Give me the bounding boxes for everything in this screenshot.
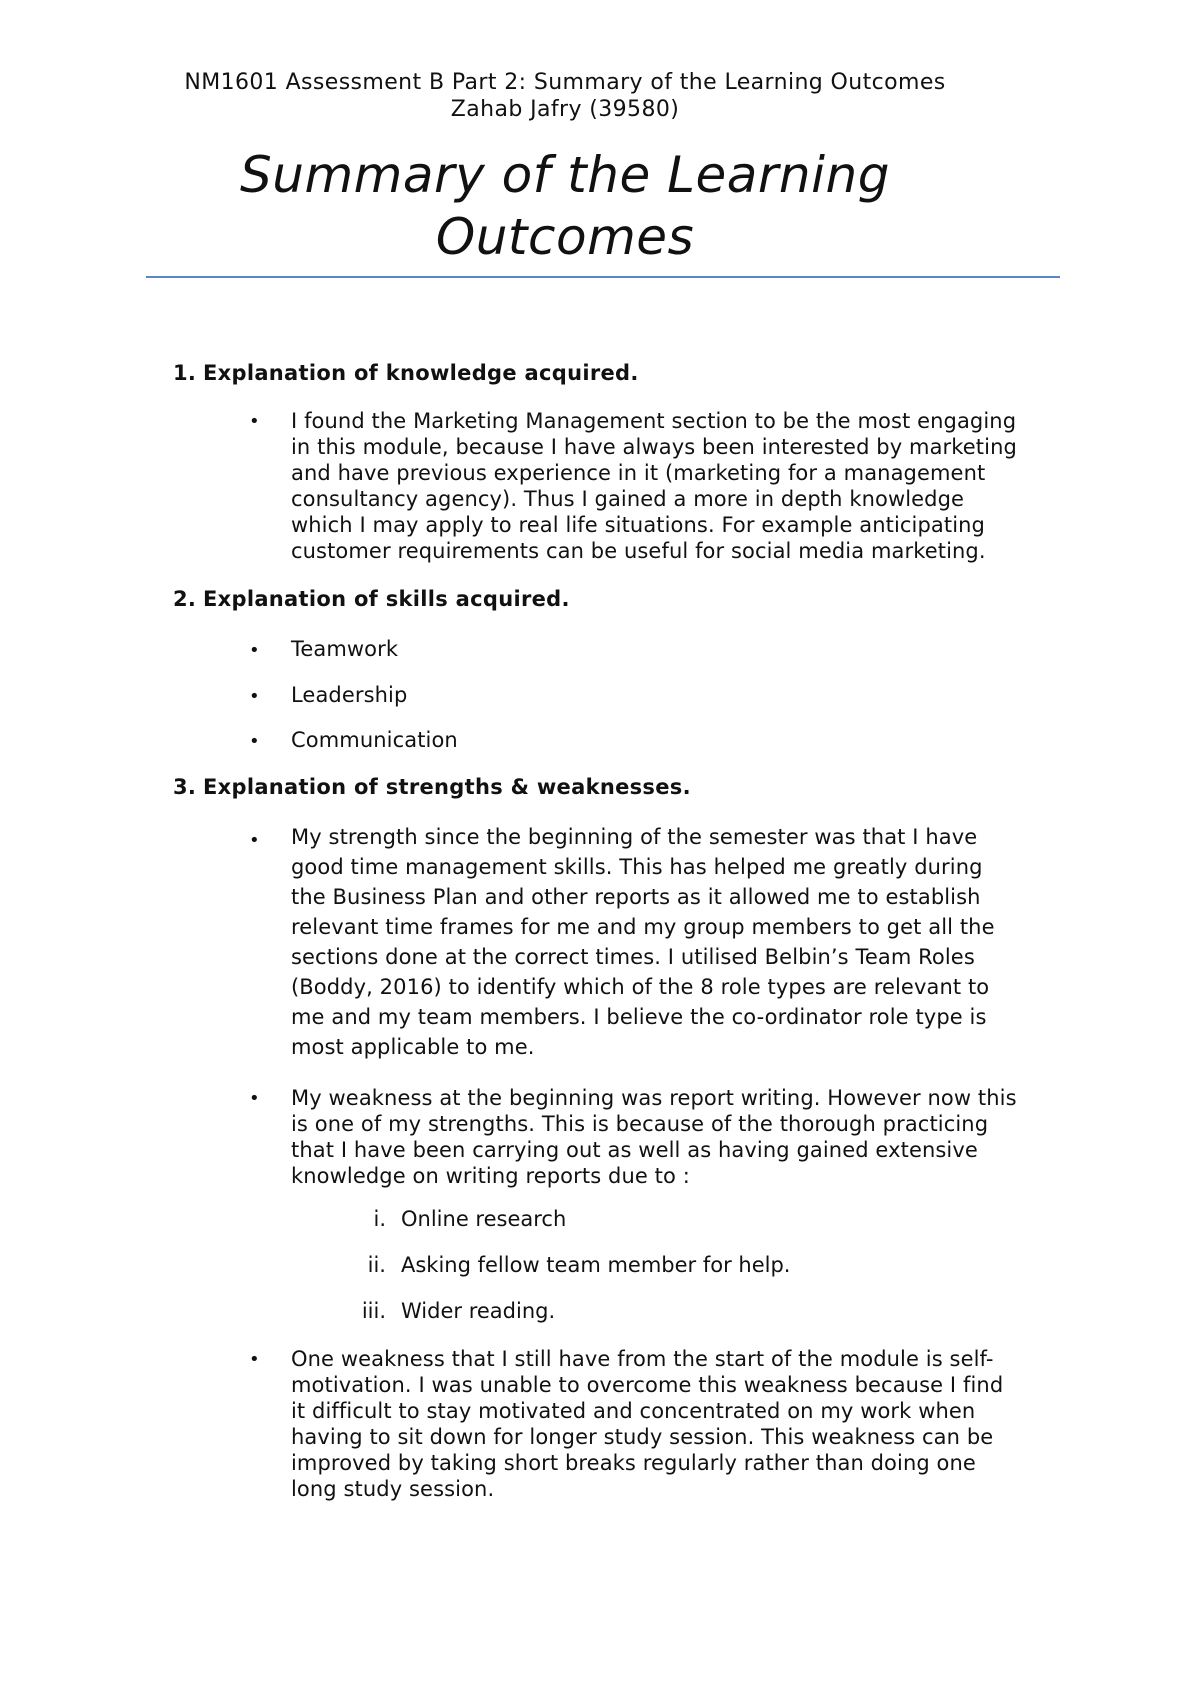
bullet-icon: • — [249, 411, 260, 432]
list-item: I found the Marketing Management section to be the most engaging in this module, because I have always been interested by marketing and have previous experience in it (marketing for a management consultancy agency). Thus I gained a more in depth knowledge which I may apply to real life situations. For example anticipating customer requirements can be useful for social media marketing. — [291, 409, 1017, 563]
list-item: My strength since the beginning of the semester was that I have good time management skills. This has helped me greatly during the Business Plan and other reports as it allowed me to establish relevant time frames for me and my group members to get all the sections done at the correct times. I utilised Belbin’s Team Roles (Boddy, 2016) to identify which of the 8 role types are relevant to me and my team members. I believe the co-ordinator role type is most applicable to me. — [291, 825, 995, 1059]
sublist-item: Wider reading. — [401, 1299, 556, 1323]
header-course-line: NM1601 Assessment B Part 2: Summary of the Learning Outcomes — [184, 70, 946, 95]
section-heading-text: Explanation of strengths & weaknesses. — [203, 775, 691, 799]
title-line-1: Summary of the Learning — [240, 146, 890, 204]
bullet-icon: • — [249, 640, 260, 661]
section-number: 2. — [173, 587, 197, 611]
header-author-line: Zahab Jafry (39580) — [450, 97, 680, 122]
bullet-icon: • — [249, 1088, 260, 1109]
bullet-icon: • — [249, 686, 260, 707]
sublist-item: Online research — [401, 1207, 567, 1231]
section-heading-text: Explanation of skills acquired. — [203, 587, 570, 611]
bullet-icon: • — [249, 1349, 260, 1370]
list-item: Teamwork — [291, 637, 399, 661]
section-number: 3. — [173, 775, 197, 799]
title-divider — [146, 276, 1060, 278]
title-line-2: Outcomes — [435, 208, 695, 266]
sublist-item: Asking fellow team member for help. — [401, 1253, 791, 1277]
section-heading-3 — [173, 775, 691, 799]
list-item: My weakness at the beginning was report writing. However now this is one of my strengths. This is because of the thorough practicing that I have been carrying out as well as having gained extensive knowledge on writing reports due to : — [291, 1086, 1017, 1188]
document-title — [0, 144, 1165, 268]
section-heading-2 — [173, 587, 570, 611]
bullet-icon: • — [249, 731, 260, 752]
section-heading-1 — [173, 361, 639, 385]
list-item: One weakness that I still have from the start of the module is self- motivation. I was unable to overcome this weakness because I find it difficult to stay motivated and concentrated on my work when having to sit down for longer study session. This weakness can be improved by taking short breaks regularly rather than doing one long study session. — [291, 1347, 1004, 1501]
section-heading-text: Explanation of knowledge acquired. — [203, 361, 639, 385]
list-item: Communication — [291, 728, 458, 752]
sublist-marker: i. — [373, 1207, 386, 1231]
sublist-marker: ii. — [367, 1253, 386, 1277]
list-item: Leadership — [291, 683, 408, 707]
section-number: 1. — [173, 361, 197, 385]
sublist-marker: iii. — [361, 1299, 386, 1323]
bullet-icon: • — [249, 830, 260, 851]
